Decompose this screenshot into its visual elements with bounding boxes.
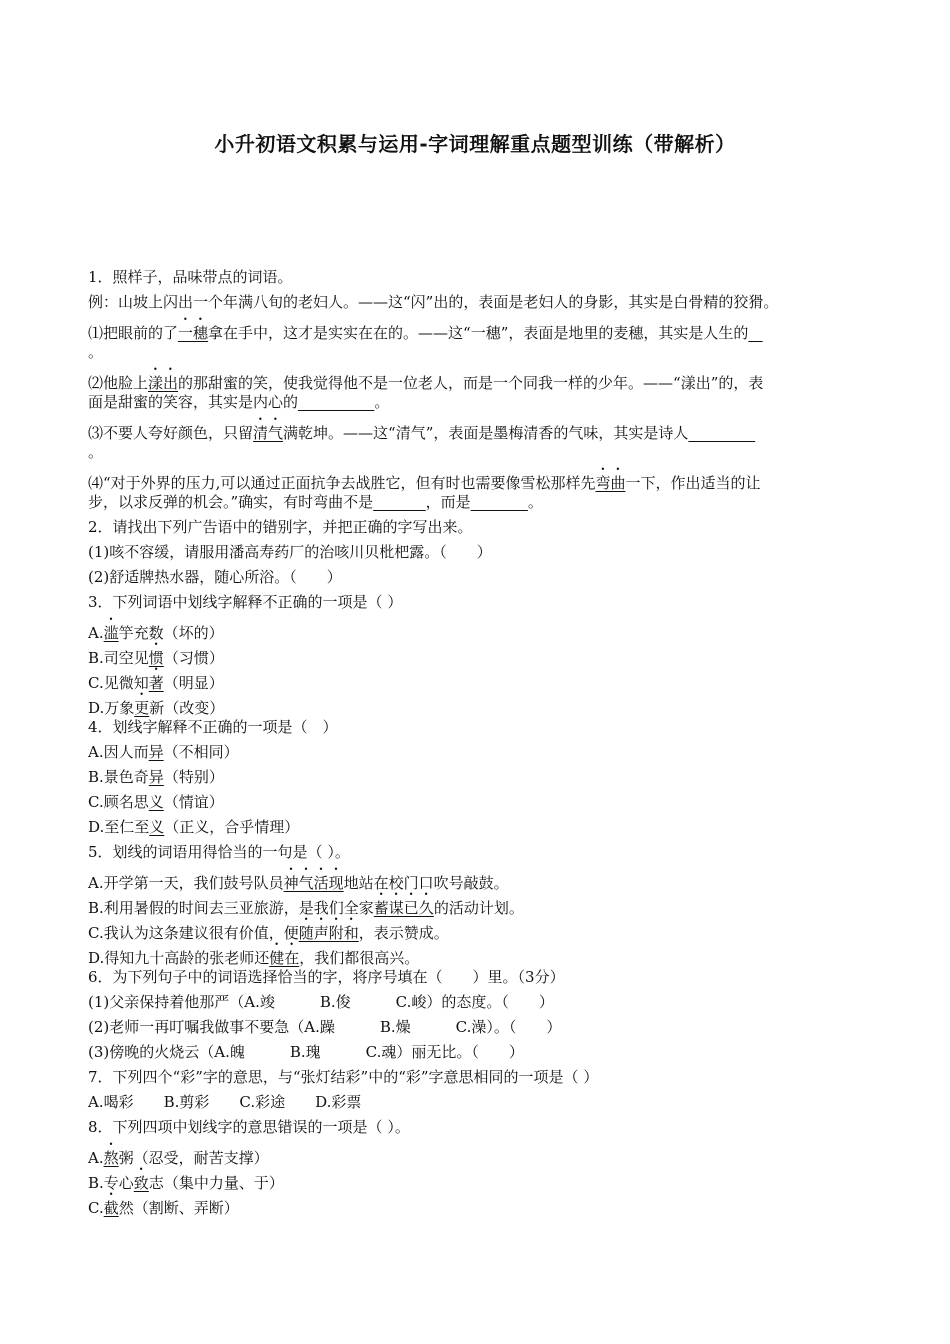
fill-in-blank [298,393,374,411]
text-segment: 8．下列四项中划线字的意思错误的一项是（ ）。 [88,1118,410,1136]
text-segment: 7．下列四个“彩”字的意思，与“张灯结彩”中的“彩”字意思相同的一项是（ ） [88,1068,599,1086]
text-segment: C. [88,1199,104,1217]
text-segment: 6．为下列句子中的词语选择恰当的字，将序号填在（ ）里。（3分） [88,968,565,986]
text-line [88,265,948,290]
text-line [88,440,948,465]
text-segment: 的那甜蜜的笑，使我觉得他不是一位老人，而是一个同我一样的少年。——“漾出”的，表 [178,374,764,392]
text-segment: (1)父亲保持着他那严（A.竣 B.俊 C.峻）的态度。（ ） [88,993,554,1011]
text-line [88,1090,948,1115]
marked-word: 漾出 [148,374,179,392]
text-line [88,415,948,440]
marked-word: 清气 [253,424,284,442]
text-line [88,315,948,340]
text-segment: 。 [374,393,390,411]
text-line [88,490,948,515]
text-segment: 面是甜蜜的笑容，其实是内心的 [88,393,299,411]
text-segment: 。 [88,443,104,461]
marked-word: 义 [149,818,165,836]
document-title: 小升初语文积累与运用-字词理解重点题型训练（带解析） [214,132,736,156]
text-segment: ，我们都很高兴。 [299,949,420,967]
text-line [88,990,948,1015]
text-line [88,340,948,365]
text-line [88,515,948,540]
text-segment: (1)咳不容缓，请服用潘高寿药厂的治咳川贝枇杷露。（ ） [88,543,492,561]
fill-in-blank [471,493,528,511]
text-segment: 3．下列词语中划线字解释不正确的一项是（ ） [88,593,403,611]
text-segment: ⑶不要人夸好颜色，只留 [88,424,254,442]
text-segment: B.专心 [88,1174,134,1192]
text-line [88,1040,948,1065]
text-line [88,565,948,590]
text-line [88,840,948,865]
text-line [88,540,948,565]
text-line [88,390,948,415]
text-segment: 5．划线的词语用得恰当的一句是（ ）。 [88,843,350,861]
marked-word: 神气活现 [283,874,344,892]
text-line [88,715,948,740]
marked-word: 弯曲 [595,474,626,492]
text-segment: 地站在校门口吹号敲鼓。 [343,874,509,892]
marked-word: 蓄谋已久 [373,899,434,917]
text-line [88,1065,948,1090]
fill-in-blank [373,493,425,511]
text-line [88,640,948,665]
text-segment: (2)老师一再叮嘱我做事不要急（A.躁 B.燥 C.澡）。（ ） [88,1018,562,1036]
text-segment: ，而是 [425,493,471,511]
text-segment: C.我认为这条建议很有价值，便 [88,924,299,942]
fill-in-blank [748,324,762,342]
text-segment: C.顾名思 [88,793,149,811]
text-segment: 满乾坤。——这“清气”，表面是墨梅清香的气味，其实是诗人 [283,424,689,442]
text-segment: 。 [88,343,104,361]
text-segment: (2)舒适牌热水器，随心所浴。（ ） [88,568,342,586]
text-segment: 。 [527,493,543,511]
text-segment: （情谊） [163,793,224,811]
text-segment: 一下，作出适当的让 [625,474,761,492]
text-line [88,815,948,840]
text-segment: 4．划线字解释不正确的一项是（ ） [88,718,338,736]
text-line [88,590,948,615]
text-segment: B.利用暑假的时间去三亚旅游，是我们全家 [88,899,374,917]
marked-word: 异 [148,743,164,761]
text-line [88,1140,948,1165]
text-line [88,965,948,990]
text-segment: ⑵他脸上 [88,374,149,392]
text-segment: A. [88,624,104,642]
text-segment: （正义，合乎情理） [164,818,300,836]
text-segment: (3)傍晚的火烧云（A.魄 B.瑰 C.魂）丽无比。（ ） [88,1043,524,1061]
text-segment: D.得知九十高龄的张老师还 [88,949,270,967]
text-line [88,1190,948,1215]
text-segment: A.因人而 [88,743,149,761]
text-segment: B.司空见 [88,649,149,667]
marked-word: 义 [148,793,164,811]
text-line [88,940,948,965]
text-segment: A. [88,1149,104,1167]
text-segment: 例：山坡上闪出一个年满八旬的老妇人。——这“闪”出的，表面是老妇人的身影，其实是白骨精的狡猾。 [88,293,779,311]
text-line [88,465,948,490]
text-segment: （特别） [163,768,224,786]
text-segment: 步，以求反弹的机会。”确实，有时弯曲不是 [88,493,374,511]
text-line [88,890,948,915]
marked-word: 一穗 [178,324,209,342]
marked-word: 致 [133,1174,149,1192]
marked-word: 惯 [148,649,164,667]
marked-word: 更 [134,699,150,717]
text-line [88,615,948,640]
text-segment: 竽充数（坏的） [118,624,224,642]
fill-in-blank [688,424,755,442]
marked-word: 健在 [269,949,300,967]
text-segment: 志（集中力量、于） [148,1174,284,1192]
text-segment: D.万象 [88,699,135,717]
text-segment: D.至仁至 [88,818,150,836]
text-segment: （习惯） [163,649,224,667]
text-segment: （明显） [163,674,224,692]
text-segment: （不相同） [163,743,239,761]
text-segment: 新（改变） [149,699,225,717]
marked-word: 随声附和 [298,924,359,942]
text-line [88,740,948,765]
document-body [88,265,948,1215]
text-line [88,765,948,790]
text-segment: ，表示赞成。 [358,924,449,942]
text-segment: B.景色奇 [88,768,149,786]
text-line [88,290,948,315]
text-segment: C.见微知 [88,674,149,692]
text-segment: 然（割断、弄断） [118,1199,239,1217]
text-line [88,1165,948,1190]
text-segment: A.开学第一天，我们鼓号队员 [88,874,284,892]
text-segment: 拿在手中，这才是实实在在的。——这“一穗”，表面是地里的麦穗，其实是人生的 [208,324,749,342]
text-line [88,1015,948,1040]
text-line [88,690,948,715]
marked-word: 异 [148,768,164,786]
text-line [88,665,948,690]
marked-word: 著 [148,674,164,692]
marked-word: 滥 [103,624,119,642]
marked-word: 截 [103,1199,119,1217]
text-segment: 粥（忍受，耐苦支撑） [118,1149,269,1167]
marked-word: 熬 [103,1149,119,1167]
text-line [88,790,948,815]
text-line [88,865,948,890]
text-segment: ⑴把眼前的了 [88,324,179,342]
text-segment: 的活动计划。 [433,899,524,917]
text-line [88,365,948,390]
text-segment: ⑷“对于外界的压力,可以通过正面抗争去战胜它，但有时也需要像雪松那样先 [88,474,596,492]
text-segment: A.喝彩 B.剪彩 C.彩途 D.彩票 [88,1093,362,1111]
text-segment: 1．照样子，品味带点的词语。 [88,268,293,286]
text-segment: 2．请找出下列广告语中的错别字，并把正确的字写出来。 [88,518,473,536]
text-line [88,915,948,940]
text-line [88,1115,948,1140]
